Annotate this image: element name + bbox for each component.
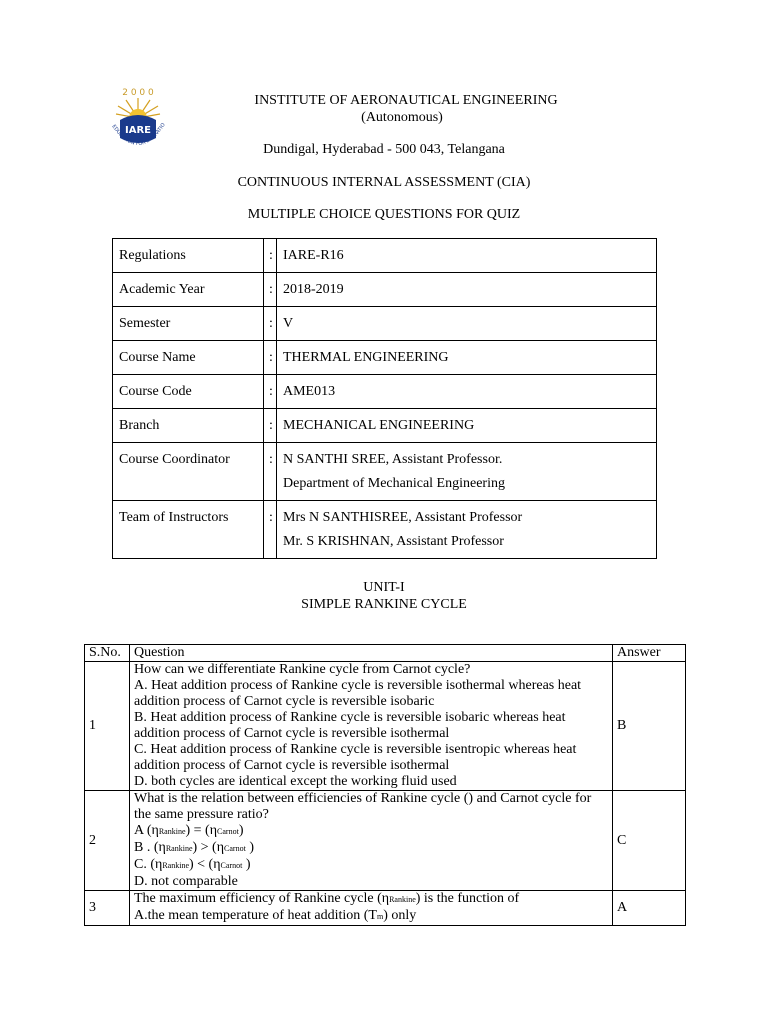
- info-row: [113, 443, 657, 501]
- info-row: [113, 409, 657, 443]
- info-value: [277, 501, 657, 559]
- info-separator: :: [264, 409, 277, 443]
- question-number: 2: [85, 791, 130, 891]
- info-row: [113, 375, 657, 409]
- info-value-line: 2018-2019: [283, 282, 344, 297]
- table-row: [85, 662, 686, 791]
- header-answer: Answer: [613, 645, 686, 662]
- question-text: What is the relation between efficiencies of Rankine cycle () and Carnot cycle for the same pressure ratio?: [134, 791, 592, 822]
- unit-subtitle: SIMPLE RANKINE CYCLE: [301, 597, 467, 612]
- institute-address: Dundigal, Hyderabad - 500 043, Telangana: [263, 142, 505, 157]
- info-value-line: AME013: [283, 384, 336, 399]
- info-separator: :: [264, 273, 277, 307]
- quiz-title: MULTIPLE CHOICE QUESTIONS FOR QUIZ: [247, 207, 521, 222]
- subscript: Carnot: [220, 861, 243, 870]
- subscript: Carnot: [217, 827, 239, 836]
- info-label: Branch: [113, 409, 264, 443]
- info-label: Semester: [113, 307, 264, 341]
- header-question: Question: [130, 645, 613, 662]
- info-label: Course Coordinator: [113, 443, 264, 501]
- info-value: [277, 375, 657, 409]
- info-value-line: Mrs N SANTHISREE, Assistant Professor: [283, 510, 523, 525]
- info-separator: :: [264, 239, 277, 273]
- question-cell: [130, 662, 613, 791]
- question-cell: [130, 891, 613, 926]
- info-value: [277, 273, 657, 307]
- info-separator: :: [264, 443, 277, 501]
- autonomous-label: (Autonomous): [361, 110, 443, 125]
- info-value-line: MECHANICAL ENGINEERING: [283, 418, 475, 433]
- unit-title: UNIT-I: [363, 580, 405, 595]
- info-value: [277, 443, 657, 501]
- info-value: [277, 341, 657, 375]
- question-option: A (ηRankine) = (ηCarnot): [134, 823, 244, 838]
- info-separator: :: [264, 501, 277, 559]
- question-option: C. Heat addition process of Rankine cycle is reversible isentropic whereas heat addition process of Carnot cycle is reversible isothermal: [134, 742, 577, 773]
- info-separator: :: [264, 307, 277, 341]
- info-value-line: N SANTHI SREE, Assistant Professor.: [283, 452, 503, 467]
- info-value-line: V: [283, 316, 294, 331]
- logo-motto-text: EDUCATION FOR LIBERATIO: [110, 122, 167, 148]
- question-option: A.the mean temperature of heat addition (Tm) only: [134, 908, 417, 923]
- logo-year-text: 2 0 0 0: [122, 88, 154, 98]
- info-value: [277, 239, 657, 273]
- question-option: C. (ηRankine) < (ηCarnot ): [134, 857, 251, 872]
- info-label: Regulations: [113, 239, 264, 273]
- question-option: D. both cycles are identical except the working fluid used: [134, 774, 457, 789]
- info-separator: :: [264, 375, 277, 409]
- table-header-row: [85, 645, 686, 662]
- info-label: Course Name: [113, 341, 264, 375]
- info-row: [113, 273, 657, 307]
- subscript: Rankine: [162, 861, 189, 870]
- question-cell: [130, 791, 613, 891]
- info-value: [277, 307, 657, 341]
- question-option: B. Heat addition process of Rankine cycle is reversible isobaric whereas heat addition process of Carnot cycle is reversible isothermal: [134, 710, 566, 741]
- subscript: Carnot: [224, 844, 246, 853]
- course-info-table: [112, 238, 657, 559]
- info-label: Academic Year: [113, 273, 264, 307]
- subscript: m: [376, 912, 384, 921]
- info-value-line: IARE-R16: [283, 248, 344, 263]
- info-label: Team of Instructors: [113, 501, 264, 559]
- subscript: Rankine: [158, 827, 186, 836]
- header-sno: S.No.: [85, 645, 130, 662]
- info-label: Course Code: [113, 375, 264, 409]
- question-number: 3: [85, 891, 130, 926]
- info-row: [113, 239, 657, 273]
- question-text: How can we differentiate Rankine cycle from Carnot cycle?: [134, 662, 471, 677]
- info-row: [113, 501, 657, 559]
- info-value-line: Mr. S KRISHNAN, Assistant Professor: [283, 534, 504, 549]
- assessment-title: CONTINUOUS INTERNAL ASSESSMENT (CIA): [237, 175, 531, 190]
- question-option: A. Heat addition process of Rankine cycle is reversible isothermal whereas heat addition process of Carnot cycle is reversible isobaric: [134, 678, 582, 709]
- question-number: 1: [85, 662, 130, 791]
- questions-table: [84, 644, 686, 926]
- info-row: [113, 341, 657, 375]
- question-text: The maximum efficiency of Rankine cycle (ηRankine) is the function of: [134, 891, 520, 906]
- question-answer: C: [613, 791, 686, 891]
- info-separator: :: [264, 341, 277, 375]
- info-value: [277, 409, 657, 443]
- info-value-line: THERMAL ENGINEERING: [283, 350, 449, 365]
- logo-name-text: IARE: [125, 125, 151, 136]
- subscript: Rankine: [389, 895, 416, 904]
- subscript: Rankine: [165, 844, 193, 853]
- question-answer: B: [613, 662, 686, 791]
- institute-name: INSTITUTE OF AERONAUTICAL ENGINEERING: [254, 93, 558, 108]
- table-row: [85, 791, 686, 891]
- question-answer: A: [613, 891, 686, 926]
- info-row: [113, 307, 657, 341]
- question-option: D. not comparable: [134, 874, 238, 889]
- question-option: B . (ηRankine) > (ηCarnot ): [134, 840, 254, 855]
- info-value-line: Department of Mechanical Engineering: [283, 476, 505, 491]
- table-row: [85, 891, 686, 926]
